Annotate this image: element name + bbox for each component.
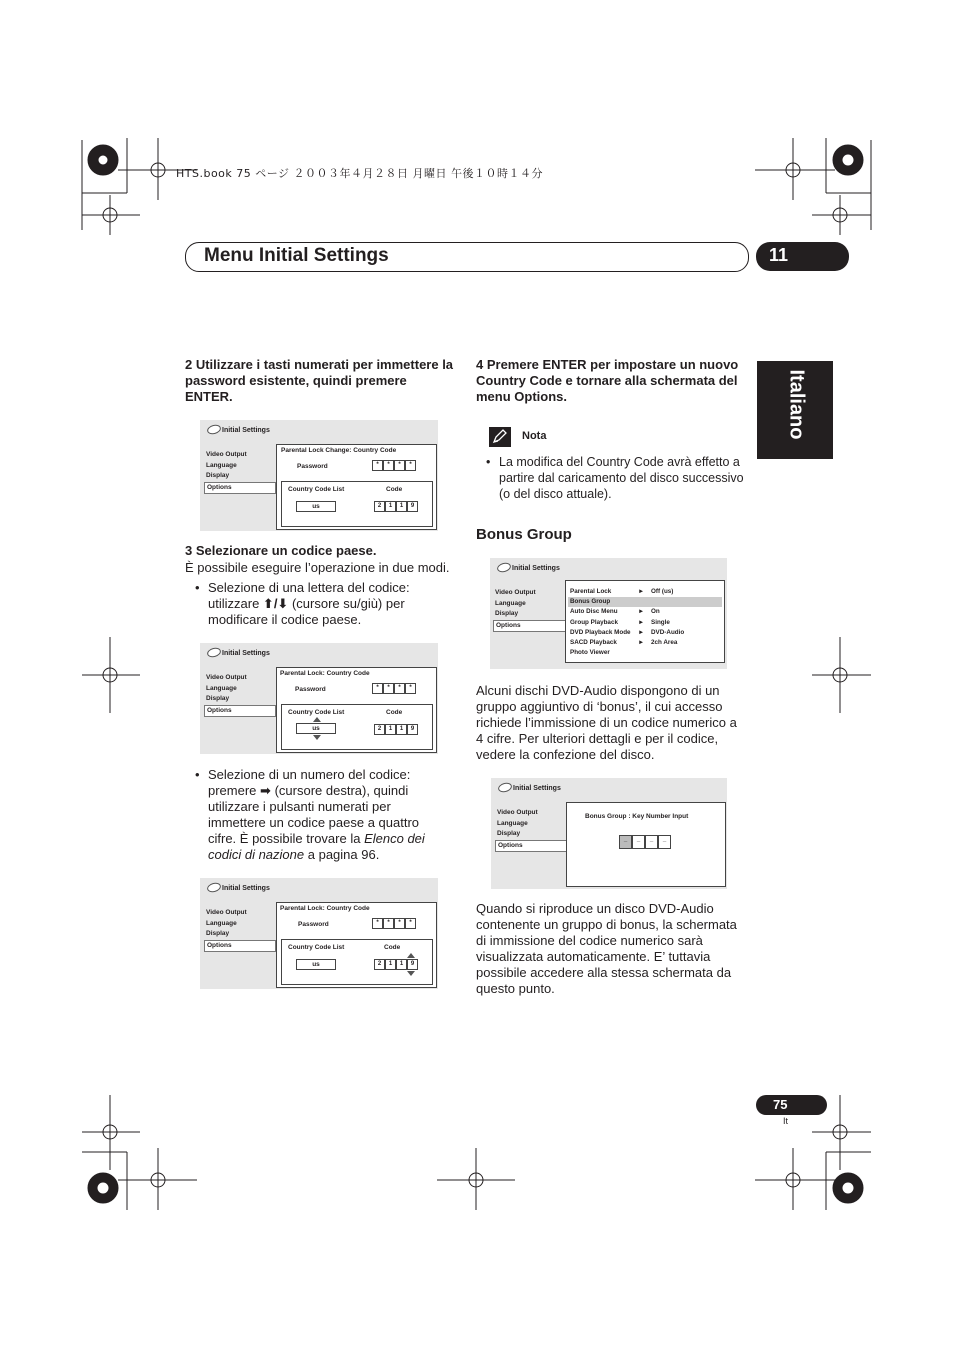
disc-icon xyxy=(206,881,222,893)
country-code-dialog xyxy=(276,902,437,988)
step-2-heading: 2 Utilizzare i tasti numerati per immettere la password esistente, quindi premere ENTER. xyxy=(185,357,454,404)
country-code-dialog xyxy=(276,667,437,753)
option-photo-viewer: Photo Viewer xyxy=(570,649,610,657)
password-digit: * xyxy=(394,460,405,471)
screen-password-entry xyxy=(200,420,438,531)
code-digit: 1 xyxy=(396,501,407,512)
menu-item-language: Language xyxy=(206,461,237,469)
step-3-body: È possibile eseguire l’operazione in due modi. xyxy=(185,560,450,575)
menu-item-display: Display xyxy=(495,610,519,617)
menu-item-options: Options xyxy=(204,940,276,953)
menu-item-language: Language xyxy=(206,684,237,692)
section-title-bar xyxy=(185,242,749,272)
password-digit: * xyxy=(405,918,416,929)
page-number: 75 xyxy=(773,1097,788,1112)
country-letter-field: us xyxy=(296,959,336,970)
country-code-list-label: Country Code List xyxy=(288,944,345,951)
password-digit: * xyxy=(383,683,394,694)
option-bonus-group: Bonus Group xyxy=(568,597,722,607)
code-label: Code xyxy=(386,486,403,493)
bonus-paragraph-1: Alcuni dischi DVD-Audio dispongono di un gruppo aggiuntivo di ‘bonus’, il cui accesso richiede l’immissione di un codice numerico a 4 cifre. Per ulteriori dettagli e per il codice, vedere la confezione del disco. xyxy=(476,683,737,762)
password-label: Password xyxy=(297,463,328,470)
file-info-line: HTS.book 75 ページ ２００３年４月２８日 月曜日 午後１０時１４分 xyxy=(176,167,544,180)
menu-item-display: Display xyxy=(206,930,230,937)
bonus-key-title: Bonus Group : Key Number Input xyxy=(585,813,689,820)
screen-title: Initial Settings xyxy=(222,885,270,892)
menu-item-options: Options xyxy=(204,705,276,718)
code-digit: 2 xyxy=(374,501,385,512)
password-digit: * xyxy=(383,918,394,929)
code-digit: 2 xyxy=(374,959,385,970)
code-label: Code xyxy=(386,709,403,716)
screen-title: Initial Settings xyxy=(512,565,560,572)
menu-item-display: Display xyxy=(206,695,230,702)
menu-item-display: Display xyxy=(206,472,230,479)
arrow-down-icon xyxy=(407,971,415,976)
menu-item-video-output: Video Output xyxy=(206,451,247,458)
menu-item-display: Display xyxy=(497,830,521,837)
code-digit: 1 xyxy=(385,959,396,970)
options-list-box xyxy=(565,580,725,663)
page-number-badge xyxy=(756,1095,827,1115)
screen-options-menu xyxy=(490,558,727,669)
disc-icon xyxy=(497,781,513,793)
screen-title: Initial Settings xyxy=(513,785,561,792)
arrow-right-icon: ➡ xyxy=(260,783,271,798)
screen-bonus-key-input xyxy=(491,778,727,889)
menu-item-options: Options xyxy=(493,620,566,633)
dialog-title: Parental Lock Change: Country Code xyxy=(281,447,397,454)
chapter-number: 11 xyxy=(769,245,789,265)
country-letter-field: us xyxy=(296,501,336,512)
menu-item-language: Language xyxy=(206,919,237,927)
code-digit: 9 xyxy=(407,501,418,512)
disc-icon xyxy=(496,561,512,573)
arrow-down-icon xyxy=(313,735,321,740)
chapter-badge xyxy=(756,242,849,271)
dialog-title: Parental Lock: Country Code xyxy=(280,670,370,677)
country-code-box xyxy=(281,481,433,527)
country-code-list-label: Country Code List xyxy=(288,486,345,493)
settings-menu xyxy=(204,673,276,717)
screen-number-select xyxy=(200,878,438,989)
password-digit: * xyxy=(405,683,416,694)
language-tab xyxy=(757,361,833,459)
dialog-title: Parental Lock: Country Code xyxy=(280,905,370,912)
password-digit: * xyxy=(372,918,383,929)
bonus-group-heading: Bonus Group xyxy=(476,526,572,543)
code-label: Code xyxy=(384,944,401,951)
note-label: Nota xyxy=(522,430,547,442)
menu-item-video-output: Video Output xyxy=(206,674,247,681)
arrow-up-icon xyxy=(407,953,415,958)
password-digit: * xyxy=(383,460,394,471)
password-label: Password xyxy=(298,921,329,928)
menu-item-language: Language xyxy=(495,599,526,607)
note-pencil-icon xyxy=(489,427,511,447)
code-digit: 1 xyxy=(385,724,396,735)
option-parental-lock: Parental Lock ► Off (us) xyxy=(570,588,674,595)
page-language-code: It xyxy=(783,1116,789,1126)
menu-item-options: Options xyxy=(495,840,567,853)
menu-item-video-output: Video Output xyxy=(495,589,536,596)
screen-letter-select xyxy=(200,643,438,754)
bullet-number-selection: • Selezione di un numero del codice: premere ➡ (cursore destra), quindi utilizzare i pulsanti numerati per immettere un codice paese a quattro cifre. È possibile trovare la Elenco dei codici di nazione a pagina 96. xyxy=(208,767,433,863)
screen-title: Initial Settings xyxy=(222,650,270,657)
bonus-paragraph-2: Quando si riproduce un disco DVD-Audio contenente un gruppo di bonus, la schermata di immissione del codice numerico sarà visualizzata automaticamente. E’ tuttavia possibile accedere alla stessa schermata da questo punto. xyxy=(476,901,737,996)
password-label: Password xyxy=(295,686,326,693)
bullet-letter-selection: • Selezione di una lettera del codice: utilizzare ⬆/⬇ (cursore su/giù) per modificare il codice paese. xyxy=(208,580,448,628)
code-digit: 1 xyxy=(396,724,407,735)
step-3-heading: 3 Selezionare un codice paese. xyxy=(185,543,377,558)
arrow-up-down-icon: ⬆/⬇ xyxy=(262,596,289,611)
settings-menu xyxy=(204,450,276,494)
option-auto-disc-menu: Auto Disc Menu ► On xyxy=(570,608,660,616)
disc-icon xyxy=(206,423,222,435)
settings-menu xyxy=(204,908,276,952)
password-digit: * xyxy=(394,683,405,694)
password-digit: * xyxy=(372,460,383,471)
code-digit: 2 xyxy=(374,724,385,735)
code-digit: 9 xyxy=(407,724,418,735)
country-code-box xyxy=(281,704,433,750)
country-code-list-label: Country Code List xyxy=(288,709,345,716)
arrow-up-icon xyxy=(313,717,321,722)
menu-item-video-output: Video Output xyxy=(206,909,247,916)
password-digit: * xyxy=(394,918,405,929)
menu-item-video-output: Video Output xyxy=(497,809,538,816)
code-digit: 9 xyxy=(407,959,418,970)
country-code-dialog xyxy=(276,444,437,530)
screen-title: Initial Settings xyxy=(222,427,270,434)
country-letter-field: us xyxy=(296,723,336,734)
option-dvd-playback-mode: DVD Playback Mode ► DVD-Audio xyxy=(570,628,685,636)
key-digit: _ xyxy=(632,835,645,849)
menu-item-language: Language xyxy=(497,819,528,827)
code-digit: 1 xyxy=(385,501,396,512)
section-title: Menu Initial Settings xyxy=(204,245,389,266)
options-list xyxy=(568,587,722,658)
option-group-playback: Group Playback ► Single xyxy=(570,618,670,626)
note-text: • La modifica del Country Code avrà effetto a partire dal caricamento del disco successivo (o del disco attuale). xyxy=(499,454,744,502)
code-digit: 1 xyxy=(396,959,407,970)
key-digit: _ xyxy=(645,835,658,849)
key-digit: _ xyxy=(619,835,632,849)
settings-menu xyxy=(495,808,567,852)
menu-item-options: Options xyxy=(204,482,276,495)
password-digit: * xyxy=(405,460,416,471)
country-code-box xyxy=(281,939,433,985)
bonus-key-dialog xyxy=(566,802,726,887)
option-sacd-playback: SACD Playback ► 2ch Area xyxy=(570,639,678,647)
language-tab-label: Italiano xyxy=(785,369,808,440)
password-digit: * xyxy=(372,683,383,694)
step-4-heading: 4 Premere ENTER per impostare un nuovo Country Code e tornare alla schermata del menu Options. xyxy=(476,357,739,404)
disc-icon xyxy=(206,646,222,658)
key-digit: _ xyxy=(658,835,671,849)
settings-menu xyxy=(493,588,566,632)
